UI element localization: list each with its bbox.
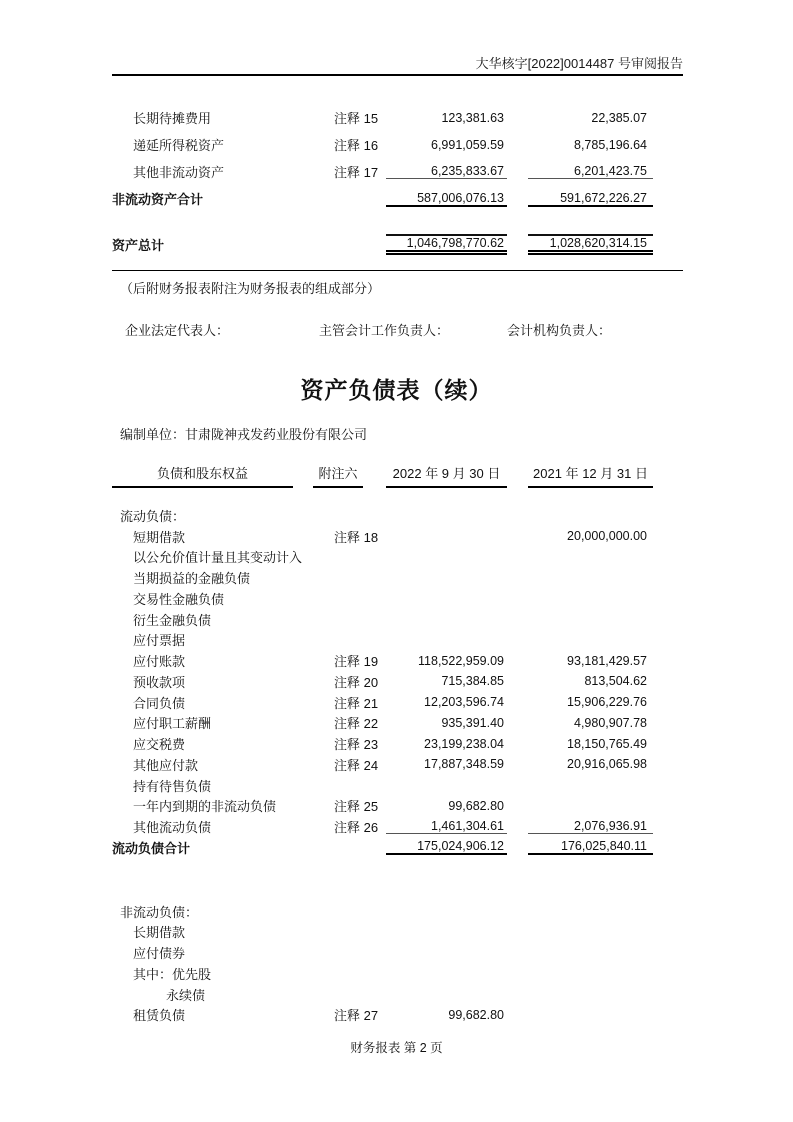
row-label-text: 以公允价值计量且其变动计入 <box>133 550 303 566</box>
row-v2 <box>528 191 653 207</box>
row-v1 <box>386 716 507 730</box>
row-note <box>313 1005 379 1024</box>
row-label <box>112 817 293 836</box>
table-header-row <box>112 462 653 488</box>
row-v2 <box>528 757 653 771</box>
table-row <box>112 816 653 837</box>
row-v2-text: 1,028,620,314.15 <box>549 235 647 250</box>
row-label-text: 长期借款 <box>133 925 186 941</box>
row-v2-text: 813,504.62 <box>584 674 647 689</box>
row-v1 <box>386 819 507 834</box>
table-row <box>112 754 653 775</box>
row-label-text: 其中：优先股 <box>133 966 212 982</box>
row-label <box>112 1005 293 1024</box>
row-label <box>112 796 293 815</box>
row-label <box>112 589 293 608</box>
row-note <box>313 527 379 546</box>
table-row <box>112 1005 653 1026</box>
row-label <box>112 672 293 691</box>
row-note-text: 注释 22 <box>334 716 379 732</box>
table-row <box>112 650 653 671</box>
table-row <box>112 922 653 943</box>
table-row <box>112 158 653 185</box>
row-label <box>112 547 303 566</box>
row-note-text: 注释 27 <box>334 1008 379 1024</box>
row-v2 <box>528 695 653 709</box>
table-row <box>112 671 653 692</box>
row-label-text: 应付债券 <box>133 946 186 962</box>
row-label-text: 递延所得税资产 <box>133 138 225 153</box>
row-label <box>112 189 293 208</box>
table-row <box>112 588 653 609</box>
row-label-text: 衍生金融负债 <box>133 612 212 628</box>
prepared-by-label: 编制单位： <box>120 427 186 442</box>
table-row <box>112 984 653 1005</box>
section-divider-rule <box>112 270 683 271</box>
row-v2 <box>528 819 653 834</box>
row-note <box>313 713 379 732</box>
column-header-liabilities-equity: 负债和股东权益 <box>112 463 293 488</box>
row-label <box>112 838 293 857</box>
row-v1-text: 587,006,076.13 <box>417 190 504 205</box>
row-v2-text: 22,385.07 <box>591 110 647 125</box>
row-label <box>112 651 293 670</box>
table-row <box>112 505 653 526</box>
row-label-text: 应付账款 <box>133 654 186 670</box>
table-row <box>112 547 653 568</box>
table-row <box>112 185 653 212</box>
row-v1 <box>386 757 507 771</box>
row-v1 <box>386 674 507 688</box>
row-label-text: 资产总计 <box>112 237 165 253</box>
table-row <box>112 630 653 651</box>
row-v2 <box>528 716 653 730</box>
row-v1-text: 6,991,059.59 <box>431 137 504 152</box>
row-note <box>313 817 379 836</box>
row-label-text: 非流动资产合计 <box>112 192 204 207</box>
row-v1 <box>386 799 507 813</box>
row-label <box>112 902 293 921</box>
table-row <box>112 796 653 817</box>
row-note <box>313 672 379 691</box>
table-row <box>112 963 653 984</box>
row-label-text: 应付票据 <box>133 633 186 649</box>
row-note-text: 注释 16 <box>334 138 379 153</box>
row-v2 <box>528 839 653 855</box>
report-number: 大华核字[2022]0014487 号审阅报告 <box>475 56 683 71</box>
row-label <box>112 568 293 587</box>
row-label-text: 应付职工薪酬 <box>133 716 212 732</box>
row-v2-text: 176,025,840.11 <box>561 839 647 854</box>
accounting-dept-head-label: 会计机构负责人： <box>507 323 612 338</box>
table-row <box>112 733 653 754</box>
row-label-text: 其他流动负债 <box>133 820 212 836</box>
row-v2-text: 20,000,000.00 <box>567 529 647 544</box>
row-v1-text: 99,682.80 <box>448 1007 504 1022</box>
row-v2-text: 18,150,765.49 <box>567 736 647 751</box>
table-row <box>112 692 653 713</box>
row-v2 <box>528 111 653 125</box>
table-row <box>112 775 653 796</box>
row-v1-text: 175,024,906.12 <box>417 839 504 854</box>
row-v1 <box>386 234 507 255</box>
row-note <box>313 108 379 127</box>
chief-accountant-label: 主管会计工作负责人： <box>319 323 450 338</box>
row-note-text: 注释 19 <box>334 654 379 670</box>
row-v1-text: 23,199,238.04 <box>424 736 504 751</box>
row-label <box>112 630 293 649</box>
row-label <box>112 713 293 732</box>
row-v1-text: 99,682.80 <box>448 798 504 813</box>
row-label-text: 预收款项 <box>133 674 186 690</box>
row-note-text: 注释 20 <box>334 674 379 690</box>
row-label-text: 应交税费 <box>133 737 186 753</box>
row-v2-text: 6,201,423.75 <box>574 164 647 178</box>
row-v1 <box>386 1008 507 1022</box>
current-liabilities-section <box>112 505 653 858</box>
row-v1-text: 118,522,959.09 <box>418 653 504 668</box>
row-v2-text: 2,076,936.91 <box>574 819 647 834</box>
header-rule <box>112 74 683 76</box>
row-note <box>313 796 379 815</box>
row-v1 <box>386 138 507 152</box>
row-label <box>112 964 293 983</box>
row-label-text: 租赁负债 <box>133 1008 186 1024</box>
row-v2-text: 20,916,065.98 <box>567 757 647 772</box>
row-v2 <box>528 654 653 668</box>
row-label-text: 交易性金融负债 <box>133 591 225 607</box>
row-label-text: 非流动负债： <box>120 904 199 920</box>
row-label-text: 永续债 <box>166 987 206 1003</box>
row-v2 <box>528 529 653 543</box>
row-note <box>313 693 379 712</box>
row-v2-text: 591,672,226.27 <box>560 190 647 205</box>
row-note-text: 注释 23 <box>334 737 379 753</box>
row-label-text: 当期损益的金融负债 <box>133 571 251 587</box>
row-label-text: 其他应付款 <box>133 757 199 773</box>
signature-row <box>0 320 793 340</box>
row-v2 <box>528 164 653 179</box>
row-label <box>112 776 293 795</box>
row-v1 <box>386 191 507 207</box>
row-v1-text: 1,461,304.61 <box>431 819 504 834</box>
row-label <box>112 527 293 546</box>
row-label <box>112 943 293 962</box>
row-v1-text: 17,887,348.59 <box>424 757 504 772</box>
row-label-text: 短期借款 <box>133 529 186 545</box>
row-note <box>313 135 379 154</box>
row-label <box>112 610 293 629</box>
row-v1 <box>386 695 507 709</box>
row-note-text: 注释 24 <box>334 757 379 773</box>
row-note <box>313 755 379 774</box>
row-label <box>112 985 293 1004</box>
section-gap <box>112 858 653 884</box>
row-label <box>112 922 293 941</box>
row-label <box>112 108 293 127</box>
row-note-text: 注释 25 <box>334 799 379 815</box>
company-name: 甘肃陇神戎发药业股份有限公司 <box>185 427 368 442</box>
row-v1-text: 12,203,596.74 <box>424 695 504 710</box>
row-v1 <box>386 737 507 751</box>
row-label <box>112 235 293 254</box>
row-label-text: 合同负债 <box>133 695 186 711</box>
row-label <box>112 755 293 774</box>
row-note-text: 注释 18 <box>334 529 379 545</box>
table-row <box>112 713 653 734</box>
liabilities-table <box>112 462 653 1025</box>
row-note <box>313 651 379 670</box>
column-header-note: 附注六 <box>313 463 363 488</box>
row-note-text: 注释 21 <box>334 695 379 711</box>
row-v1-text: 935,391.40 <box>441 715 504 730</box>
row-v2 <box>528 737 653 751</box>
row-v1-text: 123,381.63 <box>441 110 504 125</box>
assets-continued-table <box>112 104 653 260</box>
table-row <box>112 837 653 858</box>
row-label-text: 长期待摊费用 <box>133 111 212 126</box>
row-note-text: 注释 17 <box>334 165 379 180</box>
column-header-2022-09-30: 2022 年 9 月 30 日 <box>386 463 507 488</box>
row-label <box>112 693 293 712</box>
row-v1-text: 6,235,833.67 <box>431 164 504 178</box>
row-v2-text: 93,181,429.57 <box>567 653 647 668</box>
row-v2 <box>528 138 653 152</box>
table-row <box>112 228 653 260</box>
row-v2-text: 8,785,196.64 <box>574 137 647 152</box>
row-v2 <box>528 234 653 255</box>
row-label <box>112 734 293 753</box>
row-v1 <box>386 654 507 668</box>
row-note <box>313 734 379 753</box>
notes-attachment-line: （后附财务报表附注为财务报表的组成部分） <box>120 281 381 296</box>
row-v1 <box>386 164 507 179</box>
row-note-text: 注释 15 <box>334 111 379 126</box>
table-row <box>112 104 653 131</box>
balance-sheet-title: 资产负债表（续） <box>300 377 493 403</box>
prepared-by-line <box>120 424 367 443</box>
row-v2 <box>528 674 653 688</box>
row-label-text: 持有待售负债 <box>133 778 212 794</box>
row-label <box>112 506 293 525</box>
row-v1 <box>386 839 507 855</box>
row-v1 <box>386 111 507 125</box>
table-row <box>112 526 653 547</box>
row-label-text: 流动负债合计 <box>112 840 191 856</box>
row-label-text: 一年内到期的非流动负债 <box>133 799 277 815</box>
table-row <box>112 942 653 963</box>
row-note <box>313 162 379 181</box>
legal-representative-label: 企业法定代表人： <box>125 323 230 338</box>
page-footer: 财务报表 第 2 页 <box>350 1041 443 1055</box>
column-header-2021-12-31: 2021 年 12 月 31 日 <box>528 463 653 488</box>
row-v2-text: 15,906,229.76 <box>567 695 647 710</box>
row-label <box>112 162 293 181</box>
table-row <box>112 609 653 630</box>
table-row <box>112 567 653 588</box>
table-row <box>112 901 653 922</box>
row-v1-text: 715,384.85 <box>441 674 504 689</box>
table-row <box>112 131 653 158</box>
row-v2-text: 4,980,907.78 <box>574 715 647 730</box>
non-current-liabilities-section <box>112 901 653 1026</box>
row-note-text: 注释 26 <box>334 820 379 836</box>
row-label-text: 其他非流动资产 <box>133 165 225 180</box>
row-label <box>112 135 293 154</box>
row-v1-text: 1,046,798,770.62 <box>406 235 504 250</box>
row-label-text: 流动负债： <box>120 508 186 524</box>
